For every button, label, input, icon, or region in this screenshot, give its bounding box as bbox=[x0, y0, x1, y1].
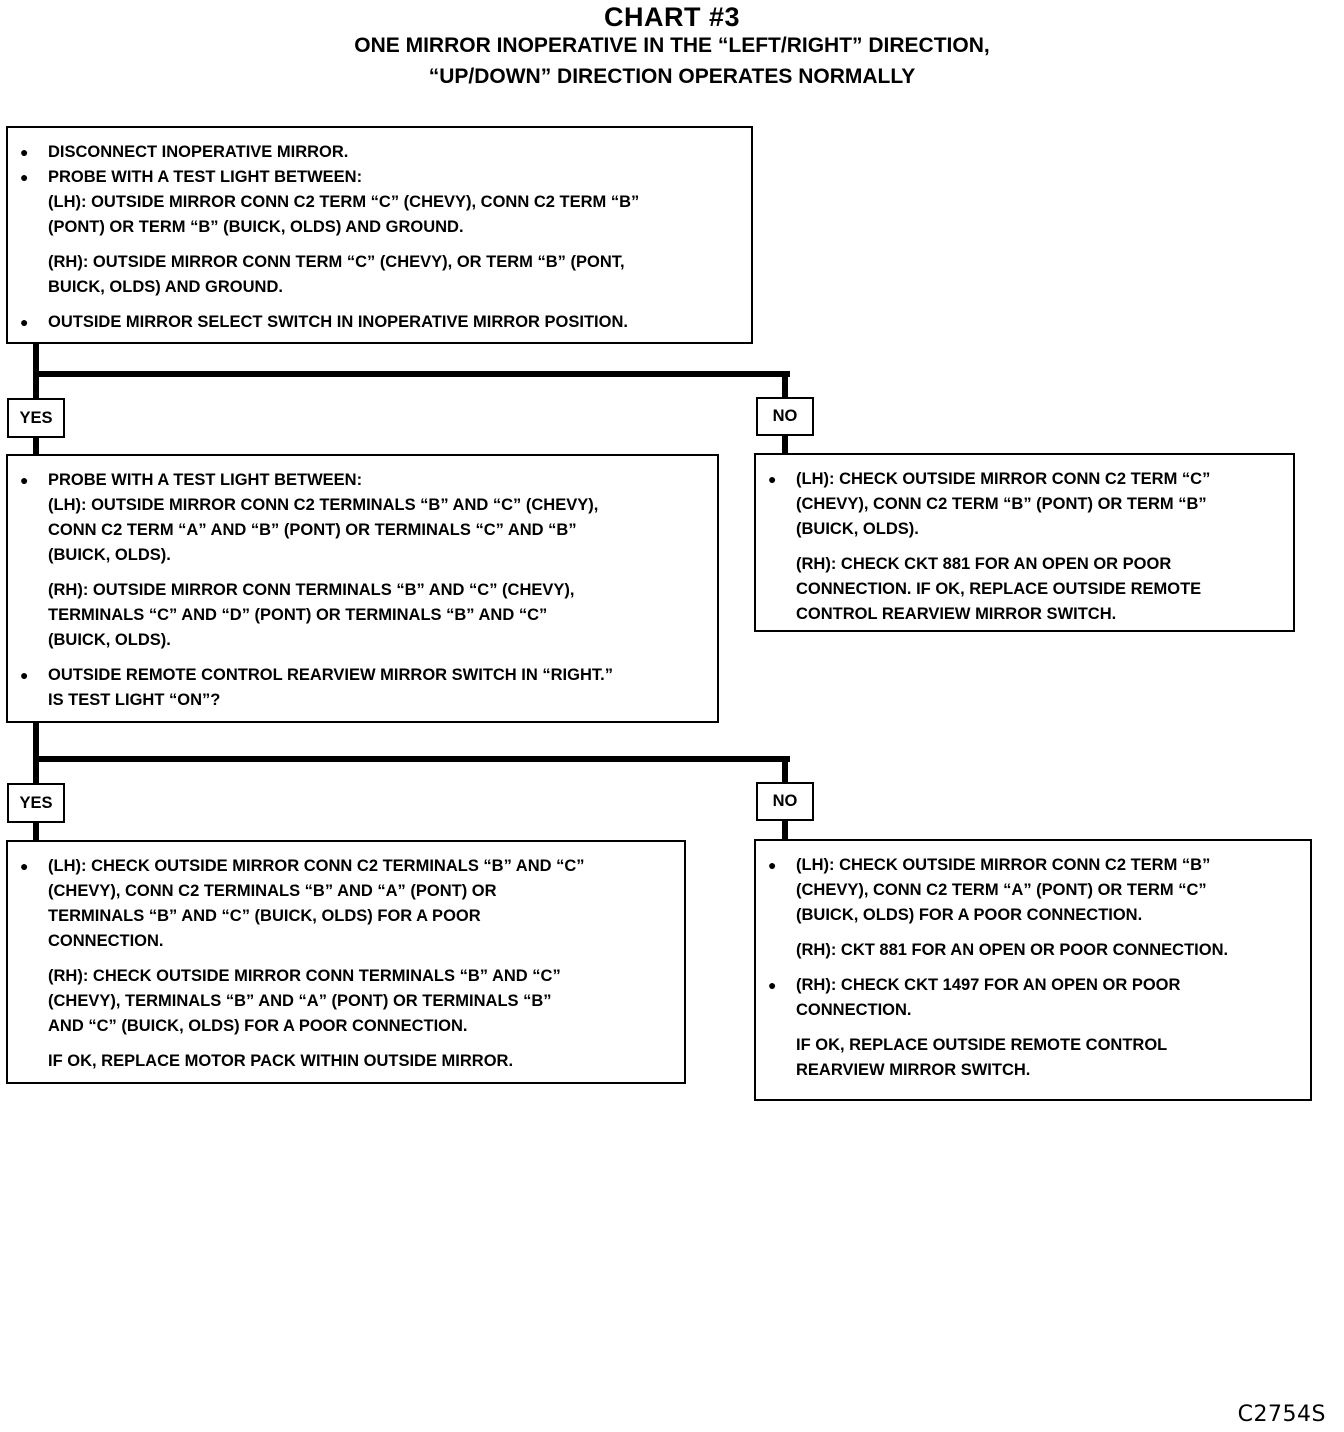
step2-bullet-probe: ● PROBE WITH A TEST LIGHT BETWEEN: bbox=[20, 468, 707, 493]
step2-rh-text: (RH): OUTSIDE MIRROR CONN TERMINALS “B” AND “C” (CHEVY), TERMINALS “C” AND “D” (PONT) OR TERMINALS “B” AND “C” (BUICK, OLDS). bbox=[48, 581, 575, 649]
connector-box2-down bbox=[33, 721, 39, 785]
step3-rh-text: (RH): CHECK CKT 881 FOR AN OPEN OR POOR CONNECTION. IF OK, REPLACE OUTSIDE REMOTE CONTROL REARVIEW MIRROR SWITCH. bbox=[796, 555, 1202, 623]
step5-bullet-check-rh: ● (RH): CHECK CKT 1497 FOR AN OPEN OR POOR CONNECTION. bbox=[768, 973, 1300, 1023]
step3-bullet-check: ● (LH): CHECK OUTSIDE MIRROR CONN C2 TERM “C” (CHEVY), CONN C2 TERM “B” (PONT) OR TERM “B” (BUICK, OLDS). bbox=[768, 467, 1283, 542]
step2-lh-text: (LH): OUTSIDE MIRROR CONN C2 TERMINALS “B” AND “C” (CHEVY), CONN C2 TERM “A” AND “B” (PONT) OR TERMINALS “C” AND “B” (BUICK, OLDS). bbox=[48, 496, 599, 564]
step1-rh-text: (RH): OUTSIDE MIRROR CONN TERM “C” (CHEVY), OR TERM “B” (PONT, BUICK, OLDS) AND GROUND. bbox=[48, 253, 625, 296]
no-result-box bbox=[754, 839, 1312, 1101]
connector-branch2-horizontal bbox=[33, 756, 790, 762]
figure-code: C2754S bbox=[1237, 1402, 1326, 1427]
step1-lh-text: (LH): OUTSIDE MIRROR CONN C2 TERM “C” (CHEVY), CONN C2 TERM “B” (PONT) OR TERM “B” (BUICK, OLDS) AND GROUND. bbox=[48, 193, 640, 236]
step2-bullet-switch-right: ● OUTSIDE REMOTE CONTROL REARVIEW MIRROR SWITCH IN “RIGHT.” IS TEST LIGHT “ON”? bbox=[20, 663, 707, 713]
bullet-icon: ● bbox=[768, 857, 777, 873]
step1-bullet-disconnect: ● DISCONNECT INOPERATIVE MIRROR. bbox=[20, 140, 741, 165]
step1-bullet-probe: ● PROBE WITH A TEST LIGHT BETWEEN: bbox=[20, 165, 741, 190]
connector-branch1-horizontal bbox=[33, 371, 790, 377]
bullet-icon: ● bbox=[768, 977, 777, 993]
chart-subtitle-line1: ONE MIRROR INOPERATIVE IN THE “LEFT/RIGHT” DIRECTION, bbox=[354, 34, 990, 57]
no-label-1: NO bbox=[756, 397, 814, 436]
step5-bullet-check-lh: ● (LH): CHECK OUTSIDE MIRROR CONN C2 TERM “B” (CHEVY), CONN C2 TERM “A” (PONT) OR TERM “C” (BUICK, OLDS) FOR A POOR CONNECTION. bbox=[768, 853, 1300, 928]
connector-branch1-no-down bbox=[782, 371, 788, 400]
connector-no2-to-box5 bbox=[782, 819, 788, 841]
bullet-icon: ● bbox=[20, 858, 29, 874]
bullet-icon: ● bbox=[20, 314, 29, 330]
step4-bullet-check: ● (LH): CHECK OUTSIDE MIRROR CONN C2 TERMINALS “B” AND “C” (CHEVY), CONN C2 TERMINALS “B” AND “A” (PONT) OR TERMINALS “B” AND “C” (BUICK, OLDS) FOR A POOR CONNECTION. bbox=[20, 854, 674, 954]
bullet-icon: ● bbox=[20, 169, 29, 185]
bullet-icon: ● bbox=[768, 471, 777, 487]
yes-result-box bbox=[6, 840, 686, 1084]
connector-yes1-to-box2 bbox=[33, 436, 39, 456]
bullet-icon: ● bbox=[20, 472, 29, 488]
no-label-2: NO bbox=[756, 782, 814, 821]
step2-no-result-box bbox=[754, 453, 1295, 632]
yes-label-1: YES bbox=[7, 398, 65, 438]
connector-branch2-no-down bbox=[782, 756, 788, 785]
step4-final-text: IF OK, REPLACE MOTOR PACK WITHIN OUTSIDE MIRROR. bbox=[48, 1052, 514, 1070]
step1-bullet-select-switch: ● OUTSIDE MIRROR SELECT SWITCH IN INOPERATIVE MIRROR POSITION. bbox=[20, 310, 741, 335]
step2-box bbox=[6, 454, 719, 723]
bullet-icon: ● bbox=[20, 667, 29, 683]
step4-rh-text: (RH): CHECK OUTSIDE MIRROR CONN TERMINALS “B” AND “C” (CHEVY), TERMINALS “B” AND “A” (PONT) OR TERMINALS “B” AND “C” (BUICK, OLDS) FOR A POOR CONNECTION. bbox=[48, 967, 561, 1035]
yes-label-2: YES bbox=[7, 783, 65, 823]
bullet-icon: ● bbox=[20, 144, 29, 160]
chart-subtitle-line2: “UP/DOWN” DIRECTION OPERATES NORMALLY bbox=[428, 65, 916, 88]
step5-rh-a-text: (RH): CKT 881 FOR AN OPEN OR POOR CONNECTION. bbox=[796, 941, 1229, 959]
step1-box bbox=[6, 126, 753, 344]
step5-final-text: IF OK, REPLACE OUTSIDE REMOTE CONTROL REARVIEW MIRROR SWITCH. bbox=[796, 1036, 1168, 1079]
connector-yes2-to-box4 bbox=[33, 820, 39, 842]
chart-title: CHART #3 bbox=[603, 2, 741, 32]
connector-no1-to-box3 bbox=[782, 434, 788, 455]
